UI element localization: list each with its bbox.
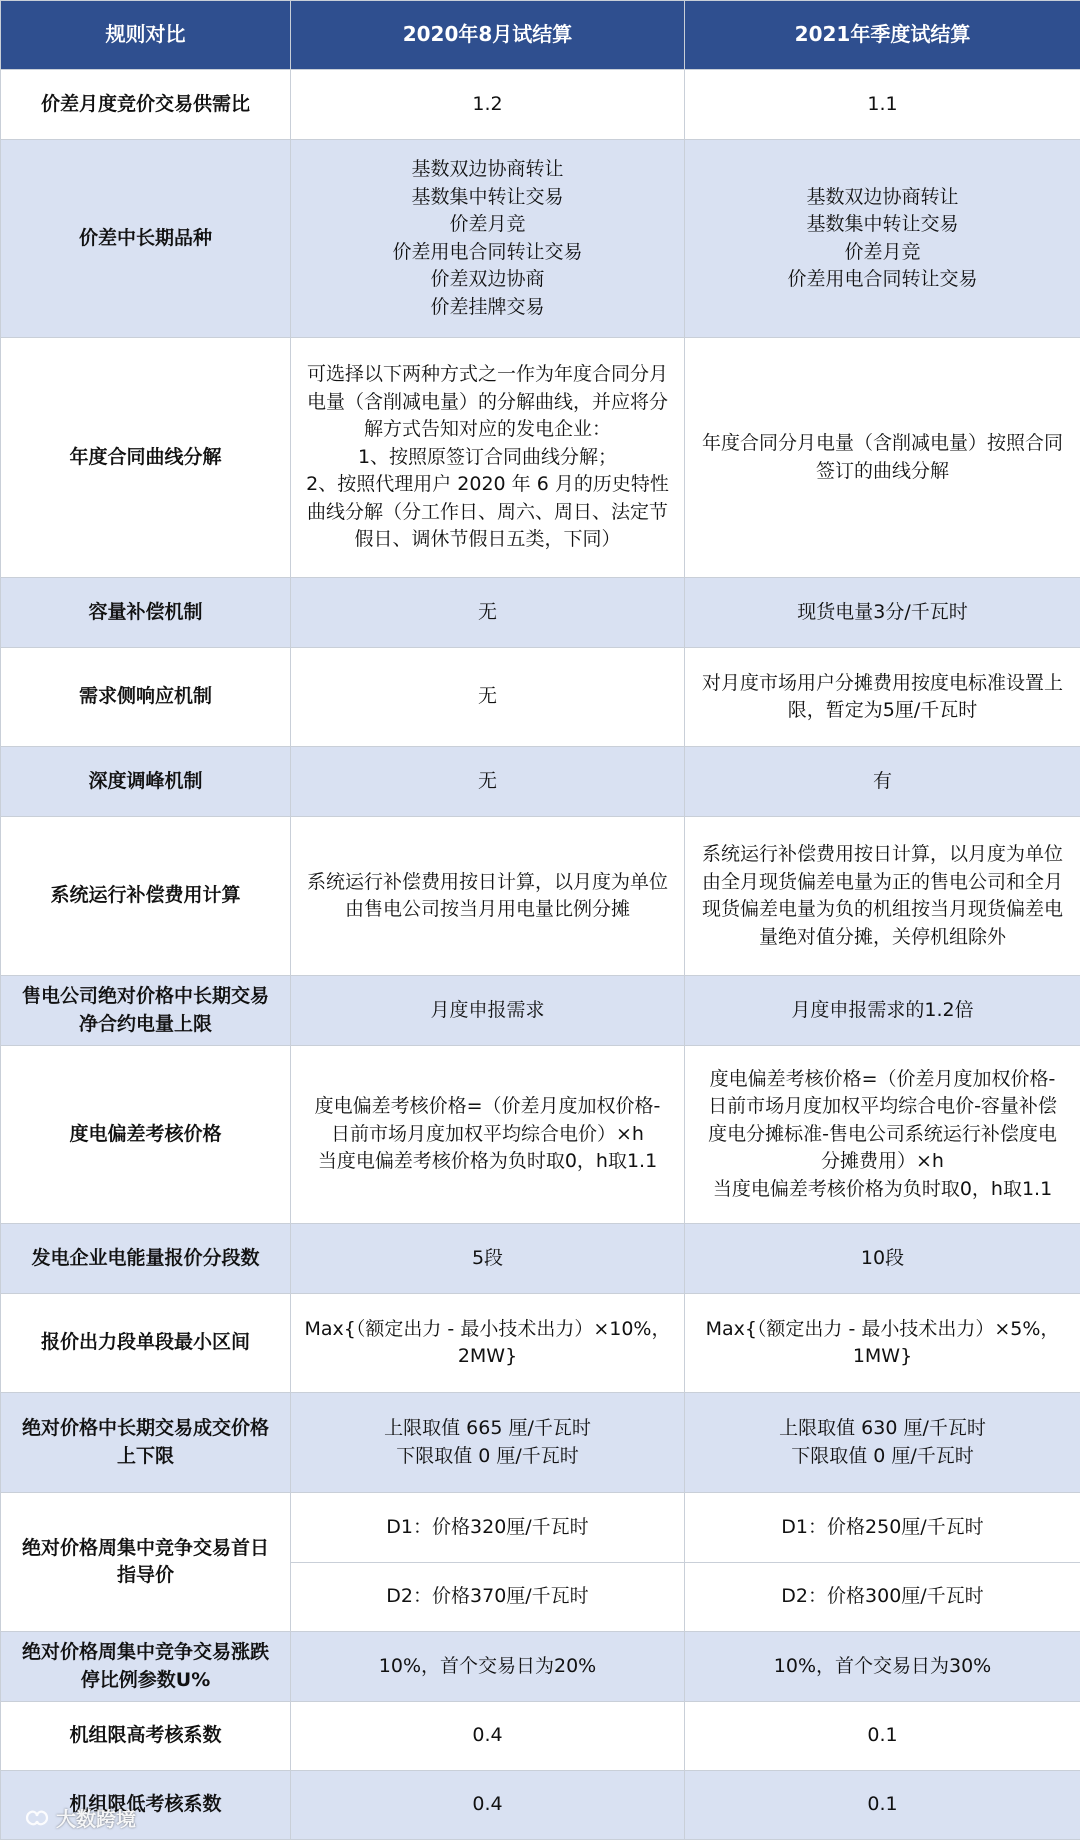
row-label: 报价出力段单段最小区间 [1,1294,291,1393]
table-row [1,338,1080,578]
watermark-text: 大数跨境 [56,1803,136,1832]
row-label: 度电偏差考核价格 [1,1046,291,1224]
row-label: 价差月度竞价交易供需比 [1,70,291,140]
watermark [24,1803,136,1832]
cell-2021: 现货电量3分/千瓦时 [685,578,1080,648]
table-row [1,1393,1080,1493]
row-label: 深度调峰机制 [1,747,291,817]
cell-2020: 无 [291,747,685,817]
table-row [1,1702,1080,1771]
row-label: 系统运行补偿费用计算 [1,817,291,976]
cell-2021: 10%，首个交易日为30% [685,1632,1080,1702]
row-label: 绝对价格中长期交易成交价格 上下限 [1,1393,291,1493]
cell-2020: Max{（额定出力 - 最小技术出力）×10%， 2MW} [291,1294,685,1393]
cell-2021: 10段 [685,1224,1080,1294]
cell-2021: 0.1 [685,1771,1080,1840]
cell-2020: 月度申报需求 [291,976,685,1046]
table-row [1,140,1080,338]
cell-2020: 上限取值 665 厘/千瓦时 下限取值 0 厘/千瓦时 [291,1393,685,1493]
row-label: 机组限高考核系数 [1,1702,291,1771]
row-label: 售电公司绝对价格中长期交易 净合约电量上限 [1,976,291,1046]
cell-2020: 度电偏差考核价格=（价差月度加权价格- 日前市场月度加权平均综合电价）×h 当度电偏差考核价格为负时取0，h取1.1 [291,1046,685,1224]
row-label: 年度合同曲线分解 [1,338,291,578]
cell-2021: 有 [685,747,1080,817]
cell-2021: 1.1 [685,70,1080,140]
cell-2021: 上限取值 630 厘/千瓦时 下限取值 0 厘/千瓦时 [685,1393,1080,1493]
table-row [1,1493,1080,1563]
cell-2020-d1: D1：价格320厘/千瓦时 [291,1493,685,1563]
cell-2021: 月度申报需求的1.2倍 [685,976,1080,1046]
table-row [1,747,1080,817]
cell-2020: 10%，首个交易日为20% [291,1632,685,1702]
cell-2020: 无 [291,578,685,648]
cell-2021-d1: D1：价格250厘/千瓦时 [685,1493,1080,1563]
row-label: 发电企业电能量报价分段数 [1,1224,291,1294]
cell-2020-d2: D2：价格370厘/千瓦时 [291,1563,685,1632]
cell-2021: 0.1 [685,1702,1080,1771]
table-header-row [1,1,1080,70]
table-row [1,1046,1080,1224]
header-rules: 规则对比 [1,1,291,70]
table-row [1,1632,1080,1702]
cell-2020: 1.2 [291,70,685,140]
table-row [1,1771,1080,1840]
cell-2020: 5段 [291,1224,685,1294]
row-label: 绝对价格周集中竞争交易涨跌 停比例参数U% [1,1632,291,1702]
table-row [1,578,1080,648]
cell-2021-d2: D2：价格300厘/千瓦时 [685,1563,1080,1632]
logo-icon [24,1807,50,1829]
header-2020: 2020年8月试结算 [291,1,685,70]
row-label: 容量补偿机制 [1,578,291,648]
cell-2020: 系统运行补偿费用按日计算，以月度为单位 由售电公司按当月用电量比例分摊 [291,817,685,976]
table-row [1,648,1080,747]
row-label: 机组限低考核系数 [1,1771,291,1840]
row-label: 需求侧响应机制 [1,648,291,747]
cell-2020: 可选择以下两种方式之一作为年度合同分月 电量（含削减电量）的分解曲线，并应将分 解方式告知对应的发电企业： 1、按照原签订合同曲线分解； 2、按照代理用户 2020 年 6 月的历史特性 曲线分解（分工作日、周六、周日、法定节 假日、调休节假日五类，下同） [291,338,685,578]
cell-2021: 对月度市场用户分摊费用按度电标准设置上 限，暂定为5厘/千瓦时 [685,648,1080,747]
table-row [1,976,1080,1046]
cell-2020: 基数双边协商转让 基数集中转让交易 价差月竞 价差用电合同转让交易 价差双边协商 价差挂牌交易 [291,140,685,338]
cell-2021: 系统运行补偿费用按日计算，以月度为单位 由全月现货偏差电量为正的售电公司和全月 现货偏差电量为负的机组按当月现货偏差电 量绝对值分摊，关停机组除外 [685,817,1080,976]
cell-2020: 0.4 [291,1702,685,1771]
table-row [1,1224,1080,1294]
cell-2021: 基数双边协商转让 基数集中转让交易 价差月竞 价差用电合同转让交易 [685,140,1080,338]
table-row [1,817,1080,976]
cell-2021: Max{（额定出力 - 最小技术出力）×5%， 1MW} [685,1294,1080,1393]
cell-2020: 无 [291,648,685,747]
table-row [1,70,1080,140]
cell-2021: 度电偏差考核价格=（价差月度加权价格- 日前市场月度加权平均综合电价-容量补偿 度电分摊标准-售电公司系统运行补偿度电 分摊费用）×h 当度电偏差考核价格为负时取0，h取1.1 [685,1046,1080,1224]
row-label: 绝对价格周集中竞争交易首日 指导价 [1,1493,291,1632]
table-row [1,1294,1080,1393]
cell-2021: 年度合同分月电量（含削减电量）按照合同 签订的曲线分解 [685,338,1080,578]
row-label: 价差中长期品种 [1,140,291,338]
cell-2020: 0.4 [291,1771,685,1840]
header-2021: 2021年季度试结算 [685,1,1080,70]
